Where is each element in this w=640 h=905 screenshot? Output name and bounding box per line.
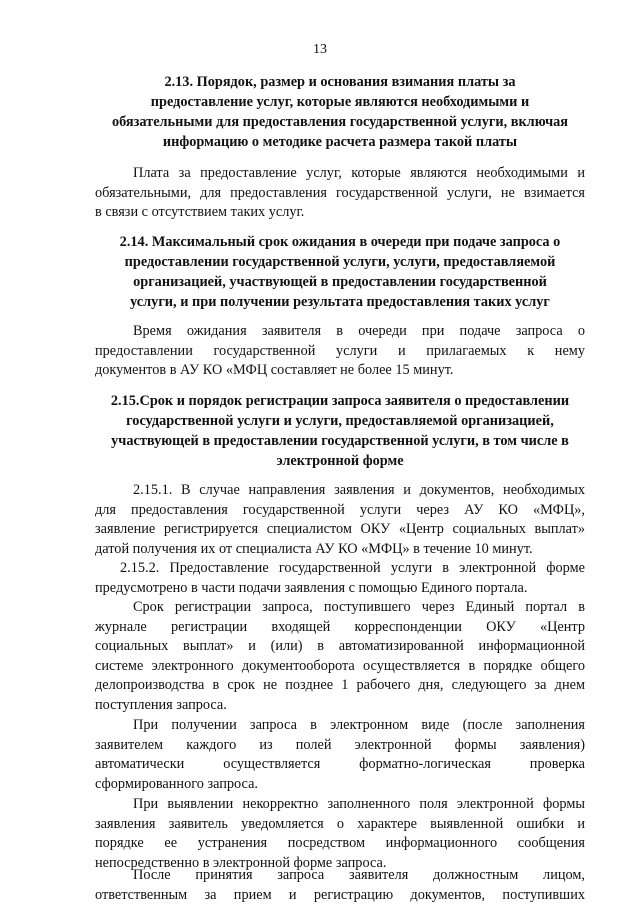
heading-line: услуги, и при получении результата предоставления таких услуг bbox=[130, 294, 550, 310]
text-line: предусмотрено в части подачи заявления с помощью Единого портала. bbox=[95, 579, 528, 596]
text-line: непосредственно в электронной форме запроса. bbox=[95, 854, 387, 871]
paragraph-after-acceptance bbox=[95, 866, 585, 905]
heading-line: 2.14. Максимальный срок ожидания в очереди при подаче запроса о bbox=[119, 234, 561, 250]
text-line: ответственным за прием и регистрацию документов, поступивших bbox=[95, 886, 585, 903]
text-line: документов в АУ КО «МФЦ составляет не более 15 минут. bbox=[95, 362, 454, 378]
heading-line: 2.15.Срок и порядок регистрации запроса заявителя о предоставлении bbox=[110, 393, 570, 409]
heading-line: электронной форме bbox=[276, 453, 404, 469]
paragraph-electronic-request bbox=[95, 716, 585, 794]
heading-line: 2.13. Порядок, размер и основания взимания платы за bbox=[164, 74, 516, 90]
text-line: При получении запроса в электронном виде (после заполнения bbox=[133, 717, 585, 733]
text-line: автоматически осуществляется форматно-логическая проверка bbox=[95, 756, 585, 772]
paragraph-error-notification bbox=[95, 795, 585, 873]
heading-line: государственной услуги и услуги, предоставляемой организацией, bbox=[126, 413, 554, 429]
heading-line: предоставлении государственной услуги, услуги, предоставляемой bbox=[124, 254, 556, 270]
text-line: делопроизводства в срок не позднее 1 рабочего дня, следующего за днем bbox=[95, 677, 585, 693]
paragraph-2-15-1 bbox=[95, 481, 585, 559]
heading-line: обязательными для предоставления государственной услуги, включая bbox=[111, 114, 569, 130]
paragraph-2-15-2 bbox=[95, 559, 585, 598]
section-2-14-paragraph bbox=[95, 322, 585, 381]
text-line: заявителем каждого из полей электронной формы заявления) bbox=[95, 736, 585, 753]
text-line: социальных выплат» и (или) в автоматизированной информационной bbox=[95, 638, 585, 654]
text-line: Время ожидания заявителя в очереди при подаче запроса о bbox=[133, 323, 585, 339]
heading-line: информацию о методике расчета размера такой платы bbox=[162, 134, 518, 150]
text-line: датой получения их от специалиста АУ КО «МФЦ» в течение 10 минут. bbox=[95, 540, 533, 557]
text-line: поступления запроса. bbox=[95, 696, 227, 713]
text-line: заявления заявитель уведомляется о характере выявленной ошибки и bbox=[95, 815, 585, 832]
heading-line: предоставление услуг, которые являются необходимыми и bbox=[150, 94, 530, 110]
text-line: После принятия запроса заявителя должностным лицом, bbox=[133, 867, 585, 883]
text-line: предоставлении государственной услуги и прилагаемых к нему bbox=[95, 342, 585, 359]
heading-line: организацией, участвующей в предоставлении государственной bbox=[133, 274, 547, 290]
section-2-13-paragraph bbox=[95, 164, 585, 223]
text-line: заявление регистрируется специалистом ОКУ «Центр социальных выплат» bbox=[95, 521, 585, 537]
text-line: в связи с отсутствием таких услуг. bbox=[95, 204, 305, 220]
section-2-13-heading bbox=[95, 72, 585, 152]
text-line: обязательными, для предоставления государственной услуги, не взимается bbox=[95, 184, 585, 201]
section-2-15-heading bbox=[95, 391, 585, 471]
text-line: При выявлении некорректно заполненного поля электронной формы bbox=[133, 796, 585, 812]
text-line: Срок регистрации запроса, поступившего через Единый портал в bbox=[133, 599, 585, 615]
text-line: 2.15.2. Предоставление государственной услуги в электронной форме bbox=[120, 560, 585, 576]
text-line: сформированного запроса. bbox=[95, 775, 258, 792]
text-line: 2.15.1. В случае направления заявления и документов, необходимых bbox=[133, 482, 585, 498]
heading-line: участвующей в предоставлении государственной услуги, в том числе в bbox=[111, 433, 569, 449]
paragraph-registration-term bbox=[95, 598, 585, 715]
section-2-14-heading bbox=[95, 232, 585, 312]
text-line: Плата за предоставление услуг, которые являются необходимыми и bbox=[133, 165, 585, 181]
text-line: для предоставления государственной услуги через АУ КО «МФЦ», bbox=[95, 501, 585, 518]
page-number: 13 bbox=[313, 42, 327, 57]
text-line: журнале регистрации входящей корреспонденции ОКУ «Центр bbox=[95, 618, 585, 635]
text-line: порядке ее устранения посредством информационного сообщения bbox=[95, 835, 585, 851]
text-line: системе электронного документооборота осуществляется в порядке общего bbox=[95, 657, 585, 674]
